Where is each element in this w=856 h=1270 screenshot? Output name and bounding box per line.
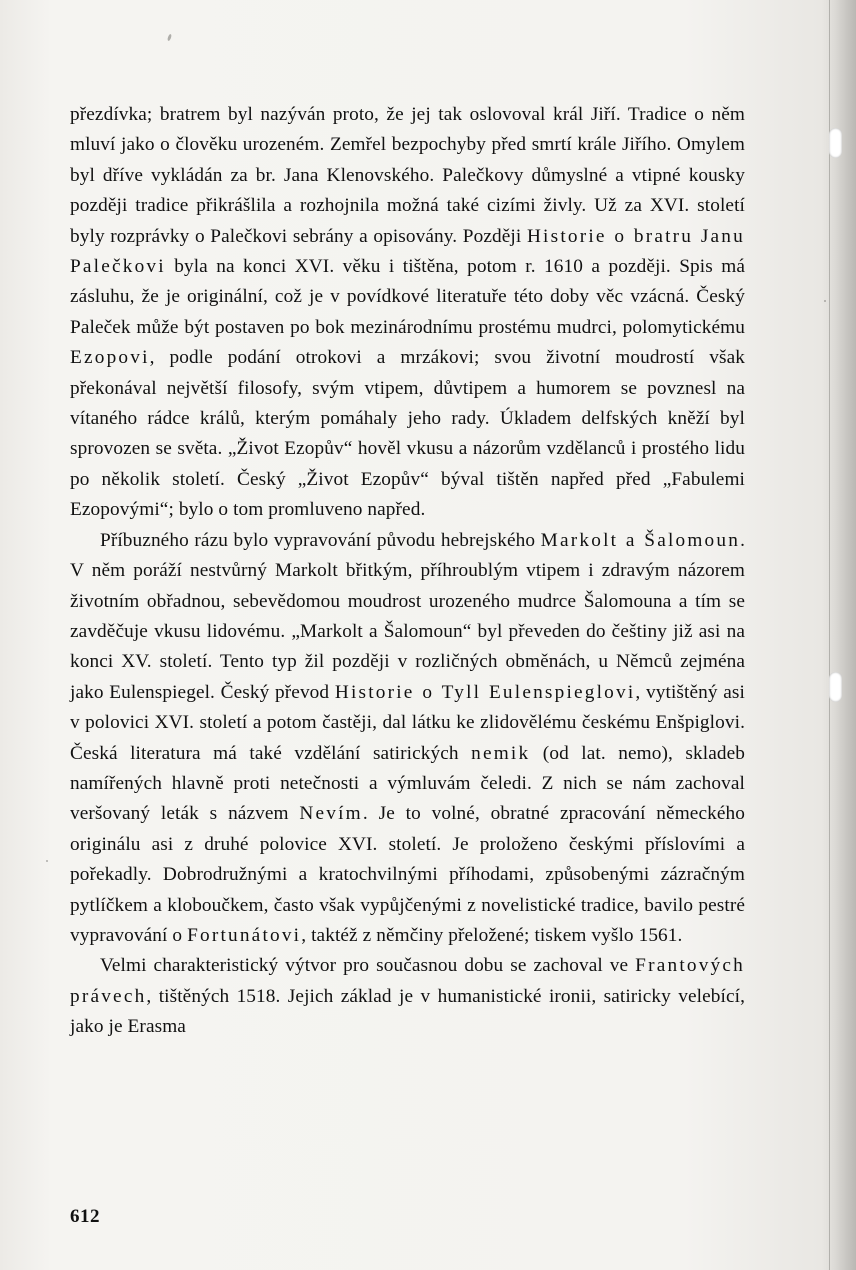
emphasis-spaced-text: Frantových právech <box>70 955 745 1007</box>
page-number: 612 <box>70 1206 100 1227</box>
text-run: byla na konci XVI. věku i tištěna, potom r. 1610 a později. Spis má zásluhu, že je originální, což je v povídkové literatuře této doby věc vzácná. Český Paleček může být postaven po bok mezinárodnímu prostému mudrci, polomytickému <box>70 256 745 338</box>
text-run: přezdívka; bratrem byl nazýván proto, že jej tak oslovoval král Jiří. Tradice o něm mluví jako o člověku urozeném. Zemřel bezpochyby před smrtí krále Jiřího. Omylem byl dříve vykládán za br. Jana Klenovského. Palečkovy důmyslné a vtipné kousky později tradice přikrášlila a rozhojnila možná také cizími živly. Už za XVI. století byly rozprávky o Palečkovi sebrány a opisovány. Později <box>70 104 745 247</box>
text-run: , podle podání otrokovi a mrzákovi; svou životní moudrostí však překonával největší filosofy, svým vtipem, důvtipem a humorem se povznesl na vítaného rádce králů, kterým pomáhaly jeho rady. Úkladem delfských kněží byl sprovozen se světa. „Život Ezopův“ hověl vkusu a názorům vzdělanců i prostého lidu po několik století. Český „Život Ezopův“ býval tištěn napřed před „Fabulemi Ezopovými“; bylo o tom promluveno napřed. <box>70 347 745 521</box>
text-run: Příbuzného rázu bylo vypravování původu hebrejského <box>100 529 541 551</box>
text-run: . Je to volné, obratné zpracování německého originálu asi z druhé polovice XVI. století. Je proloženo českými příslovími a pořekadly. Dobrodružnými a kratochvilnými příhodami, způsobenými zázračným pytlíčkem a kloboučkem, často však vypůjčenými z novelistické tradice, bavilo pestré vypravování o <box>70 803 746 946</box>
scan-artifact-speck <box>824 300 826 302</box>
emphasis-spaced-text: Historie o Tyll Eulenspieglovi <box>334 681 636 703</box>
paragraph <box>70 951 745 1042</box>
text-run: , vytištěný asi v polovici XVI. století a potom častěji, dal látku ke zlidovělému českému Enšpiglovi. Česká literatura má také vzdělání satirických <box>70 681 745 764</box>
text-run: Velmi charakteristický výtvor pro současnou dobu se zachoval ve <box>100 955 636 977</box>
emphasis-spaced-text: Ezopovi <box>70 347 150 369</box>
body-text-block <box>70 100 745 1043</box>
emphasis-spaced-text: Fortunátovi <box>187 924 302 946</box>
binding-hole-bottom <box>829 672 842 702</box>
scan-artifact-speck <box>46 860 48 862</box>
page-edge-line <box>829 0 830 1270</box>
text-run: , taktéž z němčiny přeložené; tiskem vyšlo 1561. <box>301 924 683 946</box>
paragraph <box>70 526 745 952</box>
emphasis-spaced-text: Nevím <box>299 803 363 825</box>
page-edge-shadow <box>822 0 856 1270</box>
text-run: , tištěných 1518. Jejich základ je v humanistické ironii, satiricky velebící, jako je Erasma <box>70 985 745 1038</box>
paragraph <box>70 100 745 526</box>
binding-hole-top <box>829 128 842 158</box>
text-run: (od lat. nemo), skladeb namířených hlavně proti netečnosti a výmluvám čeledi. Z nich se nám zachoval veršovaný leták s názvem <box>70 742 745 825</box>
emphasis-spaced-text: nemik <box>471 742 531 764</box>
emphasis-spaced-text: Historie o bratru Janu Palečkovi <box>70 225 745 278</box>
text-run: . V něm poráží nestvůrný Markolt břitkým, příhroublým vtipem i zdravým názorem životním obřadnou, sebevědomou moudrost urozeného mudrce Šalomouna a tím se zavděčuje vkusu lidovému. „Markolt a Šalomoun“ byl převeden do češtiny již asi na konci XV. století. Tento typ žil později v rozličných obměnách, u Němců zejména jako Eulenspiegel. Český převod <box>70 529 746 703</box>
emphasis-spaced-text: Markolt a Šalomoun <box>540 529 741 551</box>
